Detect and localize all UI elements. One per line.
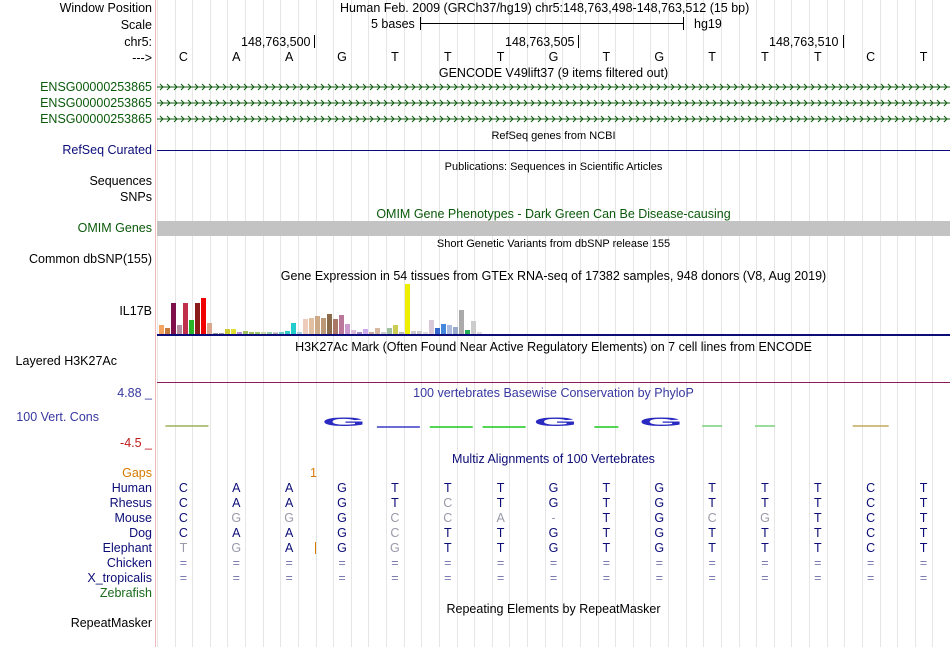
aligned-base: T: [919, 481, 928, 495]
strand-arrow-label: --->: [132, 51, 152, 65]
aligned-base: G: [654, 541, 665, 555]
aligned-base: C: [866, 496, 876, 510]
gtex-tissue-bar[interactable]: [345, 324, 350, 334]
gtex-tissue-bar[interactable]: [327, 314, 332, 334]
gtex-tissue-bar[interactable]: [471, 321, 476, 334]
aligned-base: =: [444, 571, 452, 585]
aligned-base: G: [337, 481, 347, 495]
aligned-base: C: [178, 481, 188, 495]
aligned-base: G: [337, 511, 347, 525]
position-tick: [314, 35, 315, 48]
gtex-expression-bars[interactable]: [157, 283, 950, 338]
aligned-base: T: [919, 511, 928, 525]
aligned-base: T: [496, 496, 505, 510]
aligned-base: T: [391, 481, 399, 495]
reference-base: T: [391, 50, 399, 64]
aligned-base: G: [654, 526, 665, 540]
alignment-row[interactable]: [157, 511, 950, 525]
aligned-base: T: [814, 526, 822, 540]
aligned-base: G: [548, 541, 559, 555]
aligned-base: =: [602, 556, 611, 570]
aligned-base: =: [814, 571, 822, 585]
gtex-tissue-bar[interactable]: [435, 328, 440, 334]
window-position-label: Window Position: [59, 1, 152, 15]
aligned-base: G: [654, 481, 665, 495]
phylop-label[interactable]: 100 Vert. Cons: [16, 410, 99, 424]
aligned-base: G: [760, 511, 770, 525]
aligned-base: A: [284, 496, 294, 510]
h3k27ac-track-title[interactable]: H3K27Ac Mark (Often Found Near Active Regulatory Elements) on 7 cell lines from ENCODE: [295, 340, 812, 354]
h3k27ac-label[interactable]: Layered H3K27Ac: [15, 354, 117, 368]
aligned-base: T: [919, 541, 928, 555]
aligned-base: G: [548, 481, 559, 495]
aligned-base: =: [338, 556, 346, 570]
aligned-base: =: [285, 556, 293, 570]
sequences-label[interactable]: Sequences: [89, 174, 152, 188]
aligned-base: A: [284, 526, 294, 540]
aligned-base: =: [655, 571, 663, 585]
gtex-tissue-bar[interactable]: [393, 325, 398, 334]
reference-base: A: [232, 50, 241, 64]
aligned-base: =: [179, 571, 188, 585]
gtex-tissue-bar[interactable]: [399, 332, 404, 334]
gtex-tissue-bar[interactable]: [285, 331, 290, 334]
gencode-item-label[interactable]: ENSG00000253865: [40, 112, 152, 126]
gtex-tissue-bar[interactable]: [225, 329, 230, 334]
position-tick: [843, 35, 844, 48]
gtex-tissue-bar[interactable]: [429, 320, 434, 334]
aligned-base: T: [602, 511, 611, 525]
chrom-label: chr5:: [124, 35, 152, 49]
gtex-tissue-bar[interactable]: [165, 328, 170, 334]
gtex-tissue-bar[interactable]: [159, 325, 164, 334]
omim-genes-label[interactable]: OMIM Genes: [77, 221, 152, 235]
aligned-base: C: [390, 511, 400, 525]
aligned-base: T: [761, 541, 769, 555]
aligned-base: =: [391, 571, 399, 585]
reference-base: T: [761, 50, 769, 64]
multiple-alignment[interactable]: [157, 481, 950, 601]
aligned-base: =: [338, 571, 346, 585]
aligned-base: T: [919, 526, 928, 540]
aligned-base: =: [708, 571, 716, 585]
gtex-tissue-bar[interactable]: [381, 332, 386, 334]
gtex-tissue-bar[interactable]: [321, 318, 326, 334]
gtex-tissue-bar[interactable]: [207, 323, 212, 334]
reference-sequence: [157, 50, 950, 64]
publications-track-title[interactable]: Publications: Sequences in Scientific Articles: [444, 161, 663, 173]
gtex-tissue-bar[interactable]: [339, 315, 344, 334]
aligned-base: T: [814, 511, 822, 525]
aligned-base: =: [444, 556, 452, 570]
gtex-tissue-bar[interactable]: [459, 310, 464, 334]
species-label[interactable]: Human: [111, 481, 152, 495]
gtex-tissue-bar[interactable]: [351, 330, 356, 334]
aligned-base: A: [496, 511, 505, 525]
phylop-conservation-plot[interactable]: [157, 412, 950, 434]
dbsnp-track-title[interactable]: Short Genetic Variants from dbSNP release 155: [436, 238, 671, 250]
gtex-tissue-bar[interactable]: [231, 329, 236, 334]
aligned-base: C: [866, 481, 876, 495]
gencode-item-label[interactable]: ENSG00000253865: [40, 96, 152, 110]
gtex-tissue-bar[interactable]: [387, 328, 392, 334]
aligned-base: =: [391, 556, 399, 570]
scale-text: 5 bases: [371, 17, 415, 31]
aligned-base: C: [178, 511, 188, 525]
reference-base: G: [548, 50, 559, 64]
aligned-base: A: [232, 526, 241, 540]
aligned-base: =: [496, 571, 505, 585]
aligned-base: C: [866, 526, 876, 540]
alignment-row[interactable]: [157, 571, 950, 585]
aligned-base: =: [549, 571, 558, 585]
position-tick: [578, 35, 579, 48]
aligned-base: T: [708, 496, 716, 510]
aligned-base: T: [602, 496, 611, 510]
phylop-min-label: -4.5 _: [120, 436, 152, 450]
species-label[interactable]: X_tropicalis: [87, 571, 152, 585]
gtex-gene-label[interactable]: IL17B: [119, 304, 152, 318]
multiz-track-title[interactable]: Multiz Alignments of 100 Vertebrates: [452, 452, 655, 466]
snps-label[interactable]: SNPs: [120, 190, 152, 204]
aligned-base: T: [602, 526, 611, 540]
reference-base: T: [814, 50, 822, 64]
gtex-tissue-bar[interactable]: [357, 332, 362, 334]
reference-base: G: [337, 50, 347, 64]
aligned-base: T: [179, 541, 188, 555]
aligned-base: =: [285, 571, 293, 585]
gencode-gene-lines[interactable]: [157, 81, 950, 127]
gtex-tissue-bar[interactable]: [213, 333, 218, 334]
phylop-max-label: 4.88 _: [117, 386, 152, 400]
phylop-base-glyph: G: [533, 415, 578, 429]
alignment-row[interactable]: [157, 481, 950, 495]
aligned-base: T: [919, 496, 928, 510]
aligned-base: T: [708, 526, 716, 540]
gtex-tissue-bar[interactable]: [309, 318, 314, 334]
aligned-base: T: [496, 526, 505, 540]
aligned-base: =: [919, 556, 928, 570]
aligned-base: =: [602, 571, 611, 585]
aligned-base: =: [919, 571, 928, 585]
species-label[interactable]: Rhesus: [109, 496, 152, 510]
aligned-base: =: [496, 556, 505, 570]
repeatmasker-label[interactable]: RepeatMasker: [70, 616, 152, 630]
aligned-base: T: [602, 481, 611, 495]
gtex-tissue-bar[interactable]: [255, 332, 260, 334]
aligned-base: G: [337, 526, 347, 540]
gtex-tissue-bar[interactable]: [243, 331, 248, 334]
aligned-base: T: [496, 541, 505, 555]
gtex-tissue-bar[interactable]: [375, 328, 380, 334]
gtex-tissue-bar[interactable]: [195, 303, 200, 334]
aligned-base: =: [232, 571, 240, 585]
aligned-base: =: [867, 556, 875, 570]
h3k27ac-signal-line[interactable]: [157, 382, 950, 383]
gtex-tissue-bar[interactable]: [267, 332, 272, 334]
aligned-base: T: [443, 481, 452, 495]
aligned-base: G: [231, 541, 242, 555]
aligned-base: C: [707, 511, 717, 525]
gtex-tissue-bar[interactable]: [411, 331, 416, 334]
gtex-tissue-bar[interactable]: [405, 284, 410, 334]
omim-gene-block[interactable]: [157, 221, 950, 236]
scale-label: Scale: [120, 18, 152, 32]
track-label-panel: [0, 0, 155, 647]
reference-base: T: [919, 50, 928, 64]
species-label[interactable]: Dog: [129, 526, 152, 540]
refseq-gene-line[interactable]: [157, 150, 950, 151]
scale-bar-right-tick: [683, 17, 684, 30]
aligned-base: G: [654, 496, 665, 510]
repeatmasker-track-title[interactable]: Repeating Elements by RepeatMasker: [446, 602, 661, 616]
aligned-base: G: [548, 496, 559, 510]
gtex-tissue-bar[interactable]: [183, 303, 188, 334]
assembly-label: hg19: [694, 17, 722, 31]
omim-track-title[interactable]: OMIM Gene Phenotypes - Dark Green Can Be Disease-causing: [376, 207, 731, 221]
gtex-tissue-bar[interactable]: [291, 323, 296, 334]
gtex-tissue-bar[interactable]: [315, 316, 320, 334]
position-label: 148,763,505: [505, 35, 575, 49]
aligned-base: G: [548, 526, 559, 540]
reference-base: T: [708, 50, 716, 64]
insertion-marker: [315, 542, 316, 554]
aligned-base: T: [708, 541, 716, 555]
gtex-tissue-bar[interactable]: [297, 332, 302, 334]
position-label: 148,763,500: [241, 35, 311, 49]
aligned-base: C: [390, 526, 400, 540]
aligned-base: T: [761, 526, 769, 540]
aligned-base: C: [178, 526, 188, 540]
aligned-base: =: [761, 556, 769, 570]
gtex-tissue-bar[interactable]: [273, 333, 278, 335]
aligned-base: G: [654, 511, 665, 525]
aligned-base: -: [551, 511, 556, 525]
refseq-curated-label[interactable]: RefSeq Curated: [62, 143, 152, 157]
gtex-tissue-bar[interactable]: [333, 319, 338, 334]
phylop-base-glyph: G: [639, 415, 684, 429]
aligned-base: T: [814, 481, 822, 495]
species-label[interactable]: Zebrafish: [99, 586, 152, 600]
aligned-base: T: [761, 481, 769, 495]
gtex-tissue-bar[interactable]: [237, 332, 242, 334]
gtex-tissue-bar[interactable]: [219, 333, 224, 334]
gencode-track-title[interactable]: GENCODE V49lift37 (9 items filtered out): [438, 66, 669, 80]
gtex-tissue-bar[interactable]: [423, 332, 428, 334]
reference-base: T: [496, 50, 505, 64]
gtex-tissue-bar[interactable]: [453, 327, 458, 334]
aligned-base: T: [391, 496, 399, 510]
reference-base: T: [443, 50, 452, 64]
aligned-base: T: [443, 526, 452, 540]
species-label[interactable]: Mouse: [114, 511, 152, 525]
aligned-base: =: [549, 556, 558, 570]
position-label: 148,763,510: [769, 35, 839, 49]
aligned-base: A: [284, 541, 294, 555]
gtex-tissue-bar[interactable]: [177, 325, 182, 334]
reference-base: C: [866, 50, 876, 64]
aligned-base: G: [337, 541, 347, 555]
aligned-base: A: [232, 481, 241, 495]
aligned-base: C: [178, 496, 188, 510]
aligned-base: G: [390, 541, 400, 555]
gtex-tissue-bar[interactable]: [249, 332, 254, 334]
aligned-base: =: [708, 556, 716, 570]
scale-bar-left-tick: [420, 17, 421, 30]
aligned-base: G: [337, 496, 347, 510]
aligned-base: G: [284, 511, 295, 525]
aligned-base: A: [284, 481, 294, 495]
aligned-base: T: [602, 541, 611, 555]
gtex-tissue-bar[interactable]: [441, 324, 446, 334]
aligned-base: T: [814, 541, 822, 555]
reference-base: G: [654, 50, 665, 64]
reference-base: A: [284, 50, 294, 64]
gap-count: 1: [310, 466, 317, 480]
aligned-base: C: [443, 496, 453, 510]
gtex-tissue-bar[interactable]: [363, 329, 368, 334]
phylop-base-glyph: G: [322, 415, 367, 429]
gtex-tissue-bar[interactable]: [369, 332, 374, 334]
gtex-tissue-bar[interactable]: [465, 330, 470, 334]
phylop-track-title[interactable]: 100 vertebrates Basewise Conservation by PhyloP: [413, 386, 694, 400]
gtex-tissue-bar[interactable]: [417, 331, 422, 334]
gtex-tissue-bar[interactable]: [279, 332, 284, 334]
alignment-row[interactable]: [157, 496, 950, 510]
species-label[interactable]: Elephant: [102, 541, 152, 555]
aligned-base: C: [866, 541, 876, 555]
aligned-base: A: [232, 496, 241, 510]
alignment-row[interactable]: [157, 556, 950, 570]
aligned-base: =: [179, 556, 188, 570]
gtex-tissue-bar[interactable]: [477, 332, 482, 334]
aligned-base: T: [443, 541, 452, 555]
panel-divider: [155, 0, 156, 647]
gaps-label: Gaps: [122, 466, 152, 480]
alignment-row[interactable]: [157, 586, 950, 600]
aligned-base: =: [814, 556, 822, 570]
scale-bar: [420, 23, 683, 24]
dbsnp-label[interactable]: Common dbSNP(155): [29, 252, 152, 266]
aligned-base: T: [708, 481, 716, 495]
aligned-base: =: [867, 571, 875, 585]
gtex-tissue-bar[interactable]: [171, 303, 176, 334]
aligned-base: =: [232, 556, 240, 570]
aligned-base: =: [655, 556, 663, 570]
aligned-base: T: [814, 496, 822, 510]
aligned-base: =: [761, 571, 769, 585]
gtex-tissue-bar[interactable]: [447, 325, 452, 334]
gencode-item-label[interactable]: ENSG00000253865: [40, 80, 152, 94]
aligned-base: T: [496, 481, 505, 495]
gtex-tissue-bar[interactable]: [303, 319, 308, 334]
reference-base: T: [602, 50, 611, 64]
species-label[interactable]: Chicken: [106, 556, 152, 570]
aligned-base: G: [231, 511, 242, 525]
aligned-base: C: [443, 511, 453, 525]
gtex-track-title[interactable]: Gene Expression in 54 tissues from GTEx RNA-seq of 17382 samples, 948 donors (V8, Aug 2019): [280, 269, 827, 283]
gtex-tissue-bar[interactable]: [189, 320, 194, 334]
aligned-base: T: [761, 496, 769, 510]
aligned-base: C: [866, 511, 876, 525]
alignment-row[interactable]: [157, 541, 950, 555]
alignment-row[interactable]: [157, 526, 950, 540]
refseq-track-title[interactable]: RefSeq genes from NCBI: [491, 130, 616, 142]
window-position-value: Human Feb. 2009 (GRCh37/hg19) chr5:148,763,498-148,763,512 (15 bp): [340, 1, 750, 15]
gtex-tissue-bar[interactable]: [261, 332, 266, 334]
gtex-tissue-bar[interactable]: [201, 298, 206, 334]
reference-base: C: [178, 50, 188, 64]
